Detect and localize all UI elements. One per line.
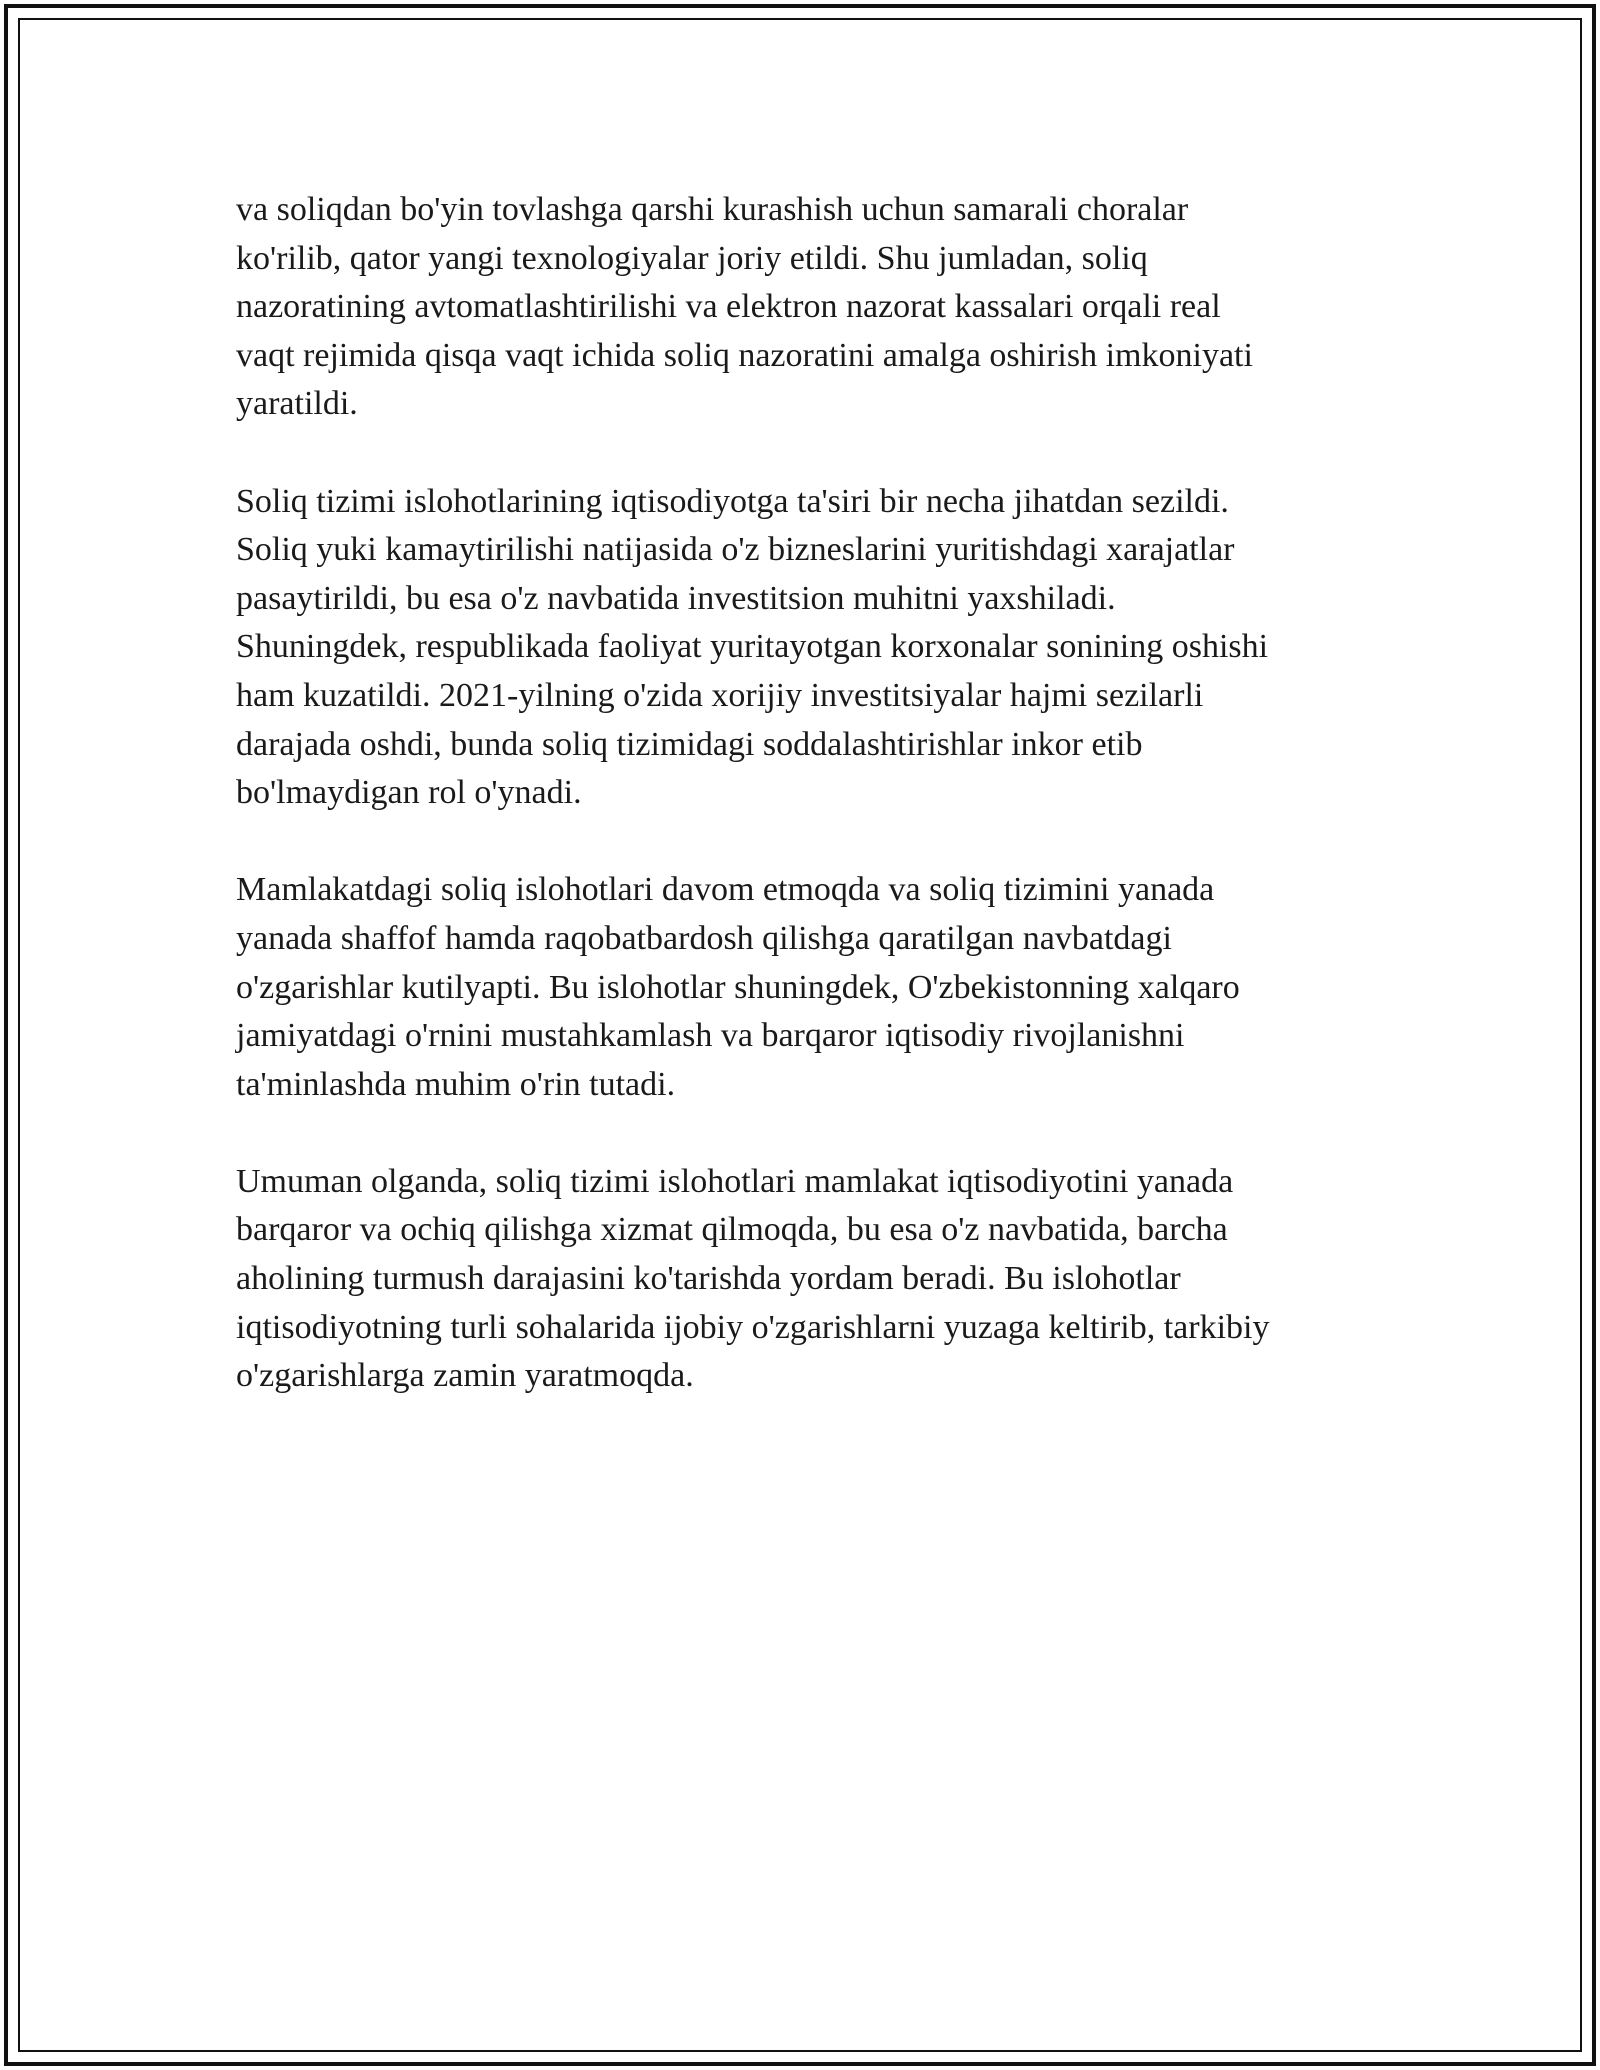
- text-line: ta'minlashda muhim o'rin tutadi.: [236, 1065, 676, 1103]
- document-body: [236, 186, 1366, 1449]
- text-line: vaqt rejimida qisqa vaqt ichida soliq nazoratini amalga oshirish imkoniyati: [236, 336, 1253, 374]
- text-line: Mamlakatdagi soliq islohotlari davom etmoqda va soliq tizimini yanada: [236, 871, 1215, 909]
- text-line: o'zgarishlar kutilyapti. Bu islohotlar shuningdek, O'zbekistonning xalqaro: [236, 968, 1240, 1006]
- text-line: yaratildi.: [236, 385, 358, 423]
- paragraph-3: [236, 866, 1366, 1109]
- text-line: yanada shaffof hamda raqobatbardosh qilishga qaratilgan navbatdagi: [236, 919, 1172, 957]
- text-line: jamiyatdagi o'rnini mustahkamlash va barqaror iqtisodiy rivojlanishni: [236, 1017, 1185, 1055]
- text-line: pasaytirildi, bu esa o'z navbatida investitsion muhitni yaxshiladi.: [236, 579, 1116, 617]
- paragraph-2: [236, 478, 1366, 818]
- text-line: ko'rilib, qator yangi texnologiyalar joriy etildi. Shu jumladan, soliq: [236, 239, 1148, 277]
- text-line: va soliqdan bo'yin tovlashga qarshi kurashish uchun samarali choralar: [236, 191, 1189, 228]
- text-line: nazoratining avtomatlashtirilishi va elektron nazorat kassalari orqali real: [236, 288, 1221, 326]
- text-line: bo'lmaydigan rol o'ynadi.: [236, 774, 582, 812]
- text-line: ham kuzatildi. 2021-yilning o'zida xorijiy investitsiyalar hajmi sezilarli: [236, 676, 1204, 714]
- text-line: Shuningdek, respublikada faoliyat yuritayotgan korxonalar sonining oshishi: [236, 628, 1269, 666]
- text-line: barqaror va ochiq qilishga xizmat qilmoqda, bu esa o'z navbatida, barcha: [236, 1211, 1228, 1249]
- text-line: Soliq tizimi islohotlarining iqtisodiyotga ta'siri bir necha jihatdan sezildi.: [236, 482, 1229, 520]
- text-line: Umuman olganda, soliq tizimi islohotlari mamlakat iqtisodiyotini yanada: [236, 1162, 1234, 1200]
- text-line: aholining turmush darajasini ko'tarishda yordam beradi. Bu islohotlar: [236, 1260, 1181, 1298]
- text-line: o'zgarishlarga zamin yaratmoqda.: [236, 1357, 694, 1395]
- paragraph-4: [236, 1158, 1366, 1401]
- text-line: darajada oshdi, bunda soliq tizimidagi soddalashtirishlar inkor etib: [236, 725, 1143, 763]
- paragraph-1: [236, 186, 1366, 429]
- text-line: Soliq yuki kamaytirilishi natijasida o'z bizneslarini yuritishdagi xarajatlar: [236, 531, 1235, 569]
- text-line: iqtisodiyotning turli sohalarida ijobiy o'zgarishlarni yuzaga keltirib, tarkibiy: [236, 1308, 1270, 1346]
